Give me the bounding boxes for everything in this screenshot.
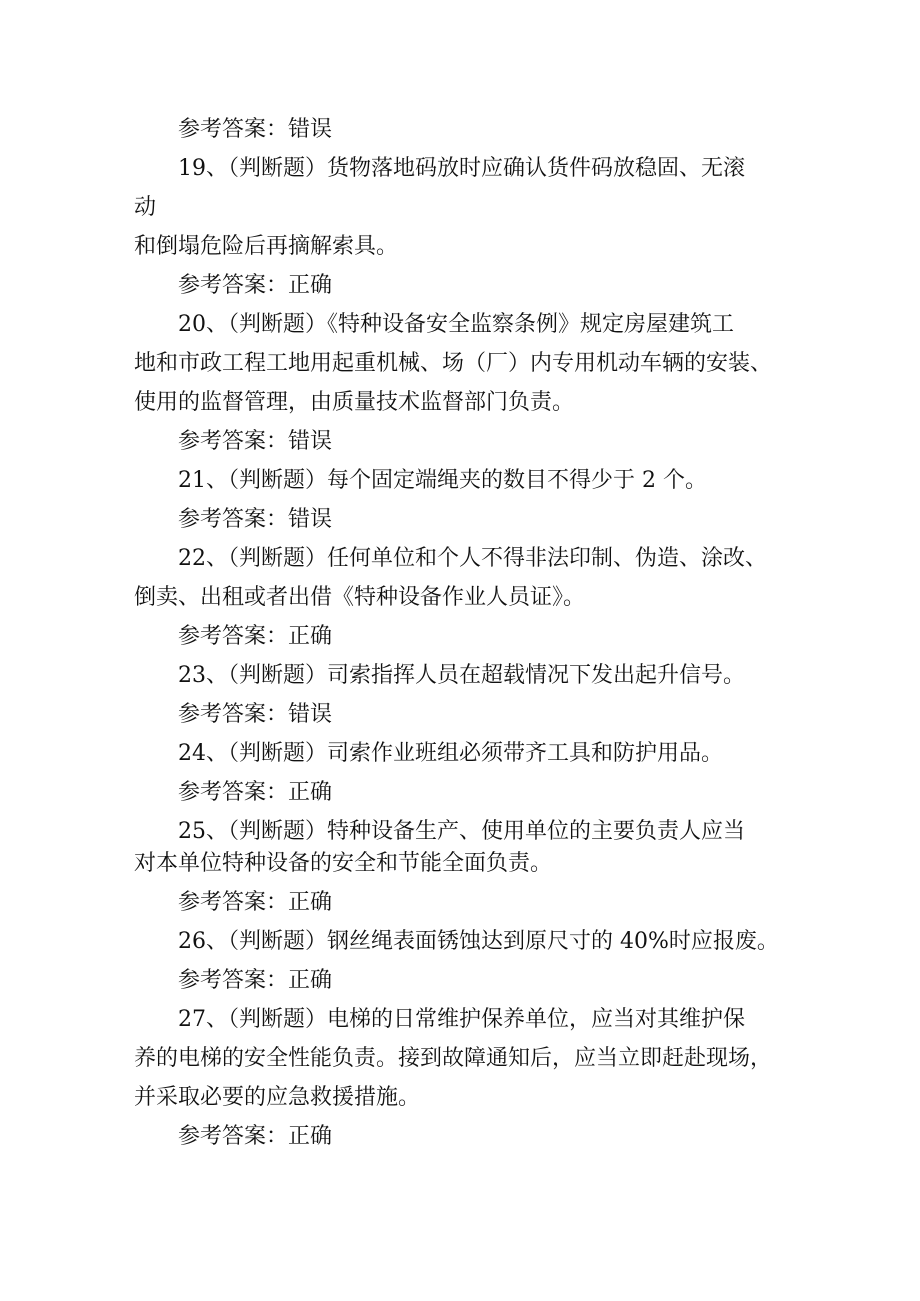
- answer-line: 参考答案：正确: [178, 624, 333, 649]
- question-27-cont: 并采取必要的应急救援措施。: [134, 1085, 421, 1110]
- answer-line: 参考答案：正确: [178, 968, 333, 993]
- question-21: 21、（判断题）每个固定端绳夹的数目不得少于 2 个。: [178, 468, 707, 493]
- answer-line: 参考答案：错误: [178, 702, 333, 727]
- question-20: 20、（判断题）《特种设备安全监察条例》规定房屋建筑工: [178, 312, 734, 337]
- answer-line: 参考答案：正确: [178, 780, 333, 805]
- question-20-cont: 使用的监督管理，由质量技术监督部门负责。: [134, 390, 575, 415]
- answer-line: 参考答案：正确: [178, 890, 333, 915]
- question-27-cont: 养的电梯的安全性能负责。接到故障通知后，应当立即赶赴现场，: [134, 1046, 773, 1071]
- question-24: 24、（判断题）司索作业班组必须带齐工具和防护用品。: [178, 741, 723, 766]
- question-20-cont: 地和市政工程工地用起重机械、场（厂）内专用机动车辆的安装、: [134, 351, 773, 376]
- answer-line: 参考答案：错误: [178, 117, 333, 142]
- answer-line: 参考答案：正确: [178, 273, 333, 298]
- question-22-cont: 倒卖、出租或者出借《特种设备作业人员证》。: [134, 585, 586, 610]
- question-19-cont: 和倒塌危险后再摘解索具。: [134, 234, 399, 259]
- question-19-cont: 动: [134, 195, 157, 220]
- question-25: 25、（判断题）特种设备生产、使用单位的主要负责人应当: [178, 819, 745, 844]
- answer-line: 参考答案：错误: [178, 507, 333, 532]
- question-22: 22、（判断题）任何单位和个人不得非法印制、伪造、涂改、: [178, 546, 767, 571]
- question-27: 27、（判断题）电梯的日常维护保养单位，应当对其维护保: [178, 1007, 745, 1032]
- question-19: 19、（判断题）货物落地码放时应确认货件码放稳固、无滚: [178, 156, 745, 181]
- question-26: 26、（判断题）钢丝绳表面锈蚀达到原尺寸的 40%时应报废。: [178, 929, 779, 954]
- question-25-cont: 对本单位特种设备的安全和节能全面负责。: [134, 851, 553, 876]
- answer-line: 参考答案：正确: [178, 1124, 333, 1149]
- answer-line: 参考答案：错误: [178, 429, 333, 454]
- question-23: 23、（判断题）司索指挥人员在超载情况下发出起升信号。: [178, 663, 745, 688]
